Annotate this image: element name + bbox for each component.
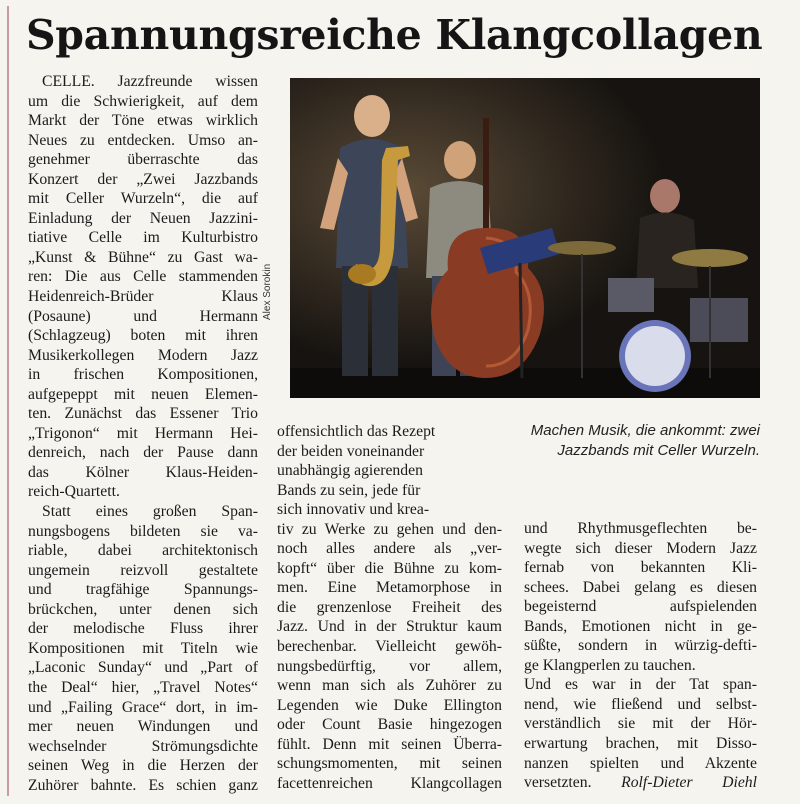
text-line: Neues zu entdecken. Umso an- [28,131,258,149]
text-line: versetzten. [524,774,592,792]
text-line: aufgepeppt mit neuen Elemen- [28,385,258,403]
caption-line: Jazzbands mit Celler Wurzeln. [557,442,760,459]
text-line: um die Schwierigkeit, auf dem [28,92,258,110]
text-line: Heidenreich-Brüder Klaus [28,288,258,306]
text-line: „Laconic Sunday“ und „Part of [28,659,258,677]
text-line: wenn man sich als Zuhörer zu [277,677,502,695]
text-line: noch alles andere als „ver- [277,540,502,558]
text-line: Kompositionen mit Titeln wie [28,639,258,657]
text-line: verständlich sie mit der Hör- [524,715,757,733]
text-line: oder Count Basie hingezogen [277,716,502,734]
text-line: und „Failing Grace“ dort, in im- [28,698,258,716]
text-line: Markt der Töne etwas wirklich [28,112,258,130]
text-line: denreich, nach der Pause dann [28,444,258,462]
text-line: CELLE. Jazzfreunde wissen [42,73,258,90]
concert-photo [290,78,760,398]
text-line: fernab von bekannten Kli- [524,559,757,577]
text-line: schungsmomenten, mit seinen [277,755,502,773]
text-line: und Rhythmusgeflechten be- [524,520,757,537]
text-line: süßte, sondern in würzig-defti- [524,637,757,655]
text-line: facettenreichen Klangcollagen [277,774,502,792]
text-line: Jazz. Und in der Struktur kaum [277,618,502,636]
text-line: nanzen spielten und Akzente [524,754,757,772]
margin-rule [7,6,9,796]
text-line: in frischen Kompositionen, [28,366,258,384]
text-line: sich innovativ und krea- [277,501,430,519]
text-line: genehmer überraschte das [28,151,258,169]
text-line: ge Klangperlen zu tauchen. [524,656,696,674]
text-line: Bands zu sein, jede für [277,481,421,499]
text-line: wegte sich dieser Modern Jazz [524,539,757,557]
text-line: „Kunst & Bühne“ zu Gast wa- [28,248,258,266]
text-line: fühlt. Denn mit seinen Überra- [277,735,502,753]
text-line: ten. Zunächst das Essener Trio [28,405,258,423]
text-line: seinen Weg in die Herzen der [28,757,258,775]
text-line: nungsbogens bildeten sie va- [28,522,258,540]
text-line: riable, dabei architektonisch [28,542,258,560]
text-line: ungemein reizvoll gestaltete [28,561,258,579]
text-line: schees. Dabei gelang es diesen [524,578,757,596]
text-line: reich-Quartett. [28,483,120,501]
text-line: berechenbar. Vielleicht gewöh- [277,638,502,656]
author-byline: Rolf-Dieter Diehl [621,774,757,792]
headline: Spannungsreiche Klangcollagen [26,11,763,59]
text-line: und tragfähige Spannungs- [28,581,258,599]
text-line: nungsbedürftig, vor allem, [277,657,502,675]
text-line: nend, wie fließend und selbst- [524,695,757,713]
text-line: tiv zu Werke zu gehen und den- [277,520,502,538]
photo-illustration [290,78,760,398]
text-line: tiative Celle im Kulturbistro [28,229,258,247]
text-line: Bands, Emotionen nicht in ge- [524,617,757,635]
text-line: wechselnder Strömungsdichte [28,737,258,755]
text-line: unabhängig agierenden [277,462,423,480]
text-line: begeisternd aufspielenden [524,598,757,616]
text-line: offensichtlich das Rezept [277,423,436,440]
article-column-3 [524,519,757,793]
text-line: mit Celler Wurzeln“, die auf [28,190,258,208]
photo-caption [470,421,760,461]
text-line: Konzert der „Zwei Jazzbands [28,170,258,188]
text-line: die grenzenlose Freiheit des [277,598,502,616]
text-line: das Kölner Klaus-Heiden- [28,463,258,481]
text-line: der melodische Fluss ihrer [28,620,258,638]
text-line: Statt eines großen Span- [42,503,258,521]
text-line: ren: Die aus Celle stammenden [28,268,258,286]
text-line: Musikerkollegen Modern Jazz [28,346,258,364]
text-line: der beiden voneinander [277,442,425,460]
final-line [524,773,757,793]
text-line: mer neuen Windungen und [28,718,258,736]
text-line: kopft“ über die Bühne zu kom- [277,559,502,577]
text-line: men. Eine Metamorphose in [277,579,502,597]
text-line: Und es war in der Tat span- [524,676,757,694]
article-column-2 [277,422,502,793]
article-column-1 [28,72,258,795]
text-line: Legenden wie Duke Ellington [277,696,502,714]
photo-credit: Alex Sorokin [262,263,273,320]
text-line: brückchen, unter denen sich [28,600,258,618]
text-line: „Trigonon“ mit Hermann Hei- [28,424,258,442]
caption-line: Machen Musik, die ankommt: zwei [530,422,760,439]
text-line: erwartung brachen, mit Disso- [524,735,757,753]
text-line: Einladung der Neuen Jazzini- [28,209,258,227]
text-line: the Deal“ hier, „Travel Notes“ [28,678,258,696]
text-line: (Schlagzeug) boten mit ihren [28,327,258,345]
text-line: Zuhörer bahnte. Es schien ganz [28,776,258,794]
text-line: (Posaune) und Hermann [28,307,258,325]
